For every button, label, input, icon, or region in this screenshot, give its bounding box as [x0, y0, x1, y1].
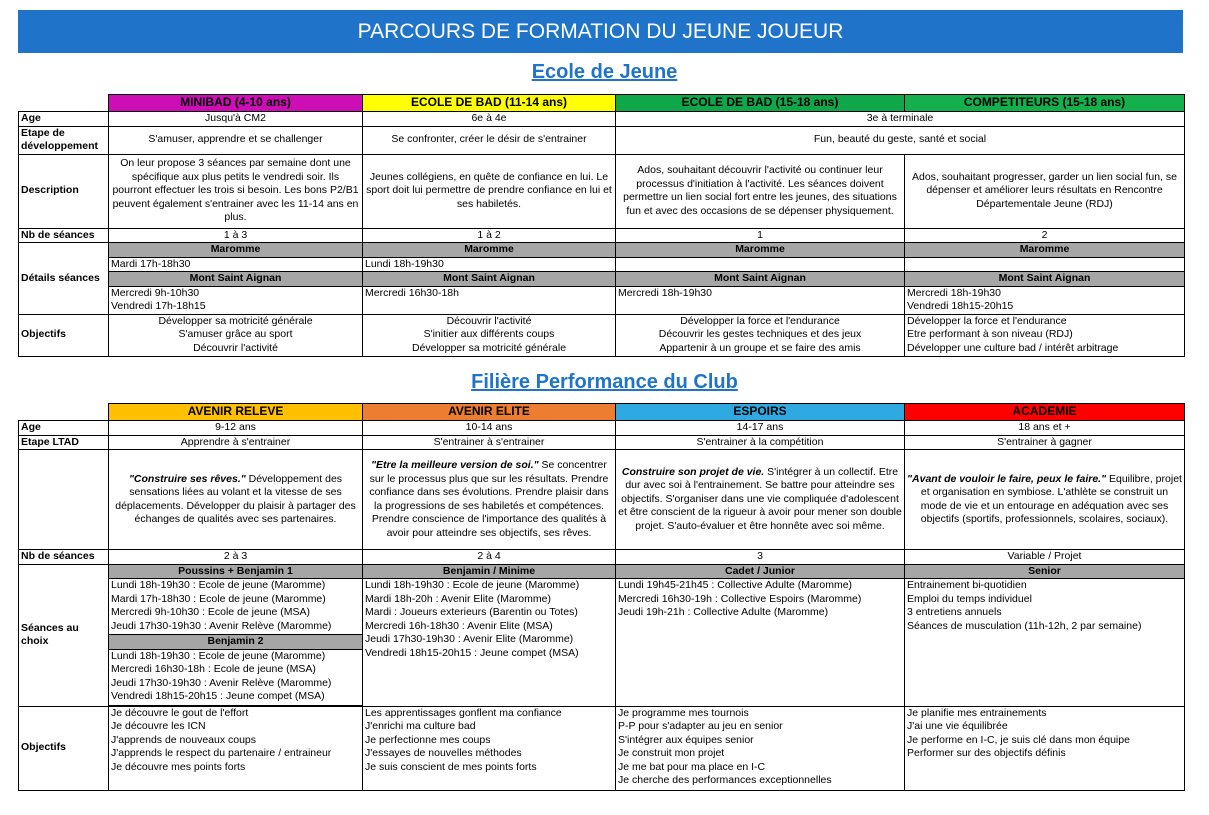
- description-cell: Jeunes collégiens, en quête de confiance en lui. Le sport doit lui permettre de prendre confiance en lui et ses habiletés.: [363, 154, 616, 228]
- seance-line: Mardi 18h-20h : Avenir Elite (Maromme): [365, 592, 551, 605]
- description-text: Développement des sensations liées au volant et la vitesse de ses déplacements. Développer du plaisir à partager des échanges de qualités avec ses partenaires.: [115, 472, 356, 525]
- nb-cell: 1: [616, 228, 905, 243]
- objectif-line: Je suis conscient de mes points forts: [365, 760, 537, 773]
- corner-cell: [19, 95, 109, 112]
- seance-line: Séances de musculation (11h-12h, 2 par semaine): [907, 619, 1142, 632]
- age-cell: 6e à 4e: [363, 112, 616, 127]
- seance-line: Emploi du temps individuel: [907, 592, 1032, 605]
- section-title-performance: Filière Performance du Club: [471, 371, 738, 393]
- group-header: Poussins + Benjamin 1: [109, 564, 363, 579]
- objectifs-cell: [905, 706, 1185, 790]
- objectif-line: S'intégrer aux équipes senior: [618, 733, 754, 746]
- objectifs-cell: [616, 706, 905, 790]
- schedule-line: Mercredi 18h-19h30: [907, 286, 1001, 299]
- row-label-details: Détails séances: [19, 243, 109, 315]
- seance-line: Lundi 18h-19h30 : Ecole de jeune (Maromme): [111, 579, 326, 591]
- col-header-academie: ACADEMIE: [905, 404, 1185, 421]
- description-text: Se concentrer sur le processus plus que sur les résultats. Prendre confiance dans ses évolutions. Prendre plaisir dans la progressions de ses habiletés et compétences. Prendre conscience de l'importance des qualités à avoir pour atteindre ses objectifs, ses rêves.: [369, 459, 609, 539]
- location-maromme: Maromme: [905, 243, 1185, 258]
- description-cell: On leur propose 3 séances par semaine dont une spécifique aux plus petits le vendredi soir. Ils pourront effectuer les trois si besoin. Les bons P2/B1 peuvent également s'entrainer avec les 11-14 ans en plus.: [109, 154, 363, 228]
- objectif-line: Appartenir à un groupe et se faire des amis: [659, 341, 861, 354]
- objectif-line: Performer sur des objectifs définis: [907, 747, 1066, 759]
- description-cell: [363, 450, 616, 550]
- objectifs-cell: [363, 314, 616, 356]
- seance-line: Lundi 18h-19h30 : Ecole de jeune (Maromme): [365, 579, 580, 591]
- objectif-line: Développer sa motricité générale: [411, 341, 567, 354]
- page-banner: PARCOURS DE FORMATION DU JEUNE JOUEUR: [18, 10, 1183, 53]
- seances-cell: [109, 579, 363, 635]
- row-label-objectifs: Objectifs: [19, 314, 109, 356]
- row-label-nb: Nb de séances: [19, 550, 109, 565]
- description-quote: "Construire ses rêves.": [128, 472, 246, 485]
- msa-schedule: [109, 286, 363, 314]
- description-quote: Construire son projet de vie.: [621, 465, 765, 478]
- objectif-line: S'initier aux différents coups: [423, 328, 555, 341]
- etape-cell: S'entrainer à la compétition: [616, 435, 905, 450]
- objectif-line: Découvrir l'activité: [446, 314, 532, 327]
- location-msa: Mont Saint Aignan: [363, 272, 616, 287]
- location-maromme: Maromme: [363, 243, 616, 258]
- seance-line: Mercredi 16h30-18h : Ecole de jeune (MSA): [111, 663, 316, 675]
- seance-line: Vendredi 18h15-20h15 : Jeune compet (MSA): [111, 690, 325, 702]
- objectifs-cell: [363, 706, 616, 790]
- etape-cell: S'amuser, apprendre et se challenger: [109, 126, 363, 154]
- group-header: Cadet / Junior: [616, 564, 905, 579]
- nb-cell: Variable / Projet: [905, 550, 1185, 565]
- objectif-line: J'apprends de nouveaux coups: [111, 733, 257, 746]
- description-cell: Ados, souhaitant progresser, garder un lien social fun, se dépenser et améliorer leurs résultats en Rencontre Départementale Jeune (RDJ): [905, 154, 1185, 228]
- schedule-line: Vendredi 17h-18h15: [111, 300, 206, 312]
- performance-table: [18, 403, 1185, 791]
- row-label-etape: Etape LTAD: [19, 435, 109, 450]
- row-label-objectifs: Objectifs: [19, 706, 109, 790]
- objectif-line: Développer sa motricité générale: [158, 314, 313, 327]
- seance-line: Jeudi 17h30-19h30 : Avenir Relève (Maromme): [111, 676, 332, 689]
- seance-line: Vendredi 18h15-20h15 : Jeune compet (MSA): [365, 646, 579, 659]
- seance-line: Lundi 18h-19h30 : Ecole de jeune (Maromme): [111, 649, 326, 662]
- nb-cell: 3: [616, 550, 905, 565]
- nb-cell: 1 à 3: [109, 228, 363, 243]
- col-header-avenir-releve: AVENIR RELEVE: [109, 404, 363, 421]
- objectif-line: Développer la force et l'endurance: [907, 314, 1067, 327]
- row-label-description: Description: [19, 154, 109, 228]
- objectif-line: Je construit mon projet: [618, 747, 725, 759]
- nb-cell: 2 à 4: [363, 550, 616, 565]
- etape-cell: S'entrainer à s'entrainer: [363, 435, 616, 450]
- description-quote: "Avant de vouloir le faire, peux le faire.": [907, 472, 1107, 485]
- location-msa: Mont Saint Aignan: [616, 272, 905, 287]
- corner-cell: [19, 404, 109, 421]
- group-header-benjamin-2: Benjamin 2: [109, 635, 363, 650]
- maromme-schedule: [905, 257, 1185, 272]
- objectif-line: Je performe en I-C, je suis clé dans mon équipe: [907, 733, 1130, 746]
- objectif-line: Je découvre les ICN: [111, 720, 206, 732]
- col-header-ecole-11-14: ECOLE DE BAD (11-14 ans): [363, 95, 616, 112]
- row-label-age: Age: [19, 112, 109, 127]
- objectifs-cell: [616, 314, 905, 356]
- objectif-line: P-P pour s'adapter au jeu en senior: [618, 720, 783, 732]
- schedule-line: Vendredi 18h15-20h15: [907, 300, 1014, 312]
- location-maromme: Maromme: [109, 243, 363, 258]
- maromme-schedule: [616, 257, 905, 272]
- maromme-schedule: Lundi 18h-19h30: [363, 257, 616, 272]
- description-quote: "Etre la meilleure version de soi.": [371, 459, 539, 471]
- seance-line: Jeudi 17h30-19h30 : Avenir Elite (Maromme): [365, 633, 574, 645]
- age-cell: 9-12 ans: [109, 421, 363, 436]
- objectif-line: Développer la force et l'endurance: [680, 314, 840, 327]
- seance-line: Mercredi 9h-10h30 : Ecole de jeune (MSA): [111, 606, 311, 618]
- description-cell: [616, 450, 905, 550]
- location-maromme: Maromme: [616, 243, 905, 258]
- objectif-line: Je programme mes tournois: [618, 706, 749, 719]
- objectif-line: S'amuser grâce au sport: [178, 328, 293, 341]
- objectifs-cell: [905, 314, 1185, 356]
- etape-cell: Fun, beauté du geste, santé et social: [616, 126, 1185, 154]
- seance-line: Jeudi 17h30-19h30 : Avenir Relève (Maromme): [111, 619, 332, 632]
- col-header-avenir-elite: AVENIR ELITE: [363, 404, 616, 421]
- objectif-line: Découvrir les gestes techniques et des jeux: [658, 328, 862, 341]
- description-text: S'intégrer à un collectif. Etre dur avec soi à l'entrainement. Se battre pour atteindre ses objectifs. S'organiser dans une vie compliquée d'adolescent et être conscient de la rigueur à avoir pour mener son double projet. S'auto-évaluer et être honnête avec soi même.: [618, 465, 902, 532]
- msa-schedule: [363, 286, 616, 314]
- etape-cell: S'entrainer à gagner: [905, 435, 1185, 450]
- nb-cell: 2: [905, 228, 1185, 243]
- age-cell: 3e à terminale: [616, 112, 1185, 127]
- age-cell: Jusqu'à CM2: [109, 112, 363, 127]
- row-label-nb: Nb de séances: [19, 228, 109, 243]
- objectif-line: Je planifie mes entrainements: [907, 706, 1047, 719]
- objectif-line: J'ai une vie équilibrée: [907, 720, 1008, 732]
- description-label-empty: [19, 450, 109, 550]
- objectifs-cell: [109, 314, 363, 356]
- nb-cell: 2 à 3: [109, 550, 363, 565]
- group-header: Senior: [905, 564, 1185, 579]
- objectif-line: Les apprentissages gonflent ma confiance: [365, 706, 562, 719]
- seance-line: 3 entretiens annuels: [907, 606, 1002, 618]
- col-header-espoirs: ESPOIRS: [616, 404, 905, 421]
- seances-cell: [363, 579, 616, 707]
- objectif-line: Je découvre mes points forts: [111, 760, 246, 773]
- objectif-line: Etre performant à son niveau (RDJ): [907, 328, 1073, 341]
- objectif-line: Découvrir l'activité: [193, 341, 278, 354]
- location-msa: Mont Saint Aignan: [905, 272, 1185, 287]
- maromme-schedule: Mardi 17h-18h30: [109, 257, 363, 272]
- objectifs-cell: [109, 706, 363, 790]
- col-header-minibad: MINIBAD (4-10 ans): [109, 95, 363, 112]
- age-cell: 18 ans et +: [905, 421, 1185, 436]
- objectif-line: Développer une culture bad / intérêt arbitrage: [907, 341, 1119, 354]
- col-header-competiteurs: COMPETITEURS (15-18 ans): [905, 95, 1185, 112]
- seance-line: Mardi : Joueurs exterieurs (Barentin ou Totes): [365, 606, 578, 618]
- ecole-table: [18, 94, 1185, 357]
- seance-line: Entrainement bi-quotidien: [907, 579, 1027, 591]
- msa-schedule: [616, 286, 905, 314]
- seance-line: Mercredi 16h-18h30 : Avenir Elite (MSA): [365, 619, 553, 632]
- objectif-line: Je me bat pour ma place en I-C: [618, 760, 766, 773]
- description-cell: Ados, souhaitant découvrir l'activité ou continuer leur processus d'initiation à l'activité. Les séances doivent permettre un lien social fort entre les jeunes, des situations fun et avec des occasions de se dépenser physiquement.: [616, 154, 905, 228]
- description-cell: [905, 450, 1185, 550]
- msa-schedule: [905, 286, 1185, 314]
- group-header: Benjamin / Minime: [363, 564, 616, 579]
- col-header-ecole-15-18: ECOLE DE BAD (15-18 ans): [616, 95, 905, 112]
- description-cell: [109, 450, 363, 550]
- row-label-seances: Séances au choix: [19, 564, 109, 706]
- objectif-line: J'enrichi ma culture bad: [365, 720, 476, 732]
- seance-line: Jeudi 19h-21h : Collective Adulte (Maromme): [618, 606, 829, 618]
- section-title-ecole: Ecole de Jeune: [531, 61, 678, 83]
- row-label-etape: Etape de développement: [19, 126, 109, 154]
- seance-line: Mercredi 16h30-19h : Collective Espoirs (Maromme): [618, 592, 862, 605]
- row-label-age: Age: [19, 421, 109, 436]
- objectif-line: Je découvre le gout de l'effort: [111, 706, 249, 719]
- seance-line: Lundi 19h45-21h45 : Collective Adulte (Maromme): [618, 579, 853, 591]
- description-text: Equilibre, projet et organisation en symbiose. L'athlète se construit un mode de vie et un entourage en adéquation avec ses objectifs (sportifs, professionnels, scolaires, sociaux).: [920, 472, 1182, 525]
- schedule-line: Mercredi 16h30-18h: [365, 286, 459, 299]
- schedule-line: Mercredi 18h-19h30: [618, 286, 712, 299]
- nb-cell: 1 à 2: [363, 228, 616, 243]
- location-msa: Mont Saint Aignan: [109, 272, 363, 287]
- objectif-line: Je perfectionne mes coups: [365, 733, 491, 746]
- age-cell: 14-17 ans: [616, 421, 905, 436]
- age-cell: 10-14 ans: [363, 421, 616, 436]
- objectif-line: J'essayes de nouvelles méthodes: [365, 747, 522, 759]
- seance-line: Mardi 17h-18h30 : Ecole de jeune (Maromme): [111, 592, 326, 605]
- objectif-line: Je cherche des performances exceptionnelles: [618, 774, 832, 786]
- seances-cell: [616, 579, 905, 707]
- schedule-line: Mercredi 9h-10h30: [111, 286, 200, 299]
- etape-cell: Se confronter, créer le désir de s'entrainer: [363, 126, 616, 154]
- objectif-line: J'apprends le respect du partenaire / entraineur: [111, 747, 332, 759]
- seances-cell: [109, 649, 363, 705]
- etape-cell: Apprendre à s'entrainer: [109, 435, 363, 450]
- seances-cell: [905, 579, 1185, 707]
